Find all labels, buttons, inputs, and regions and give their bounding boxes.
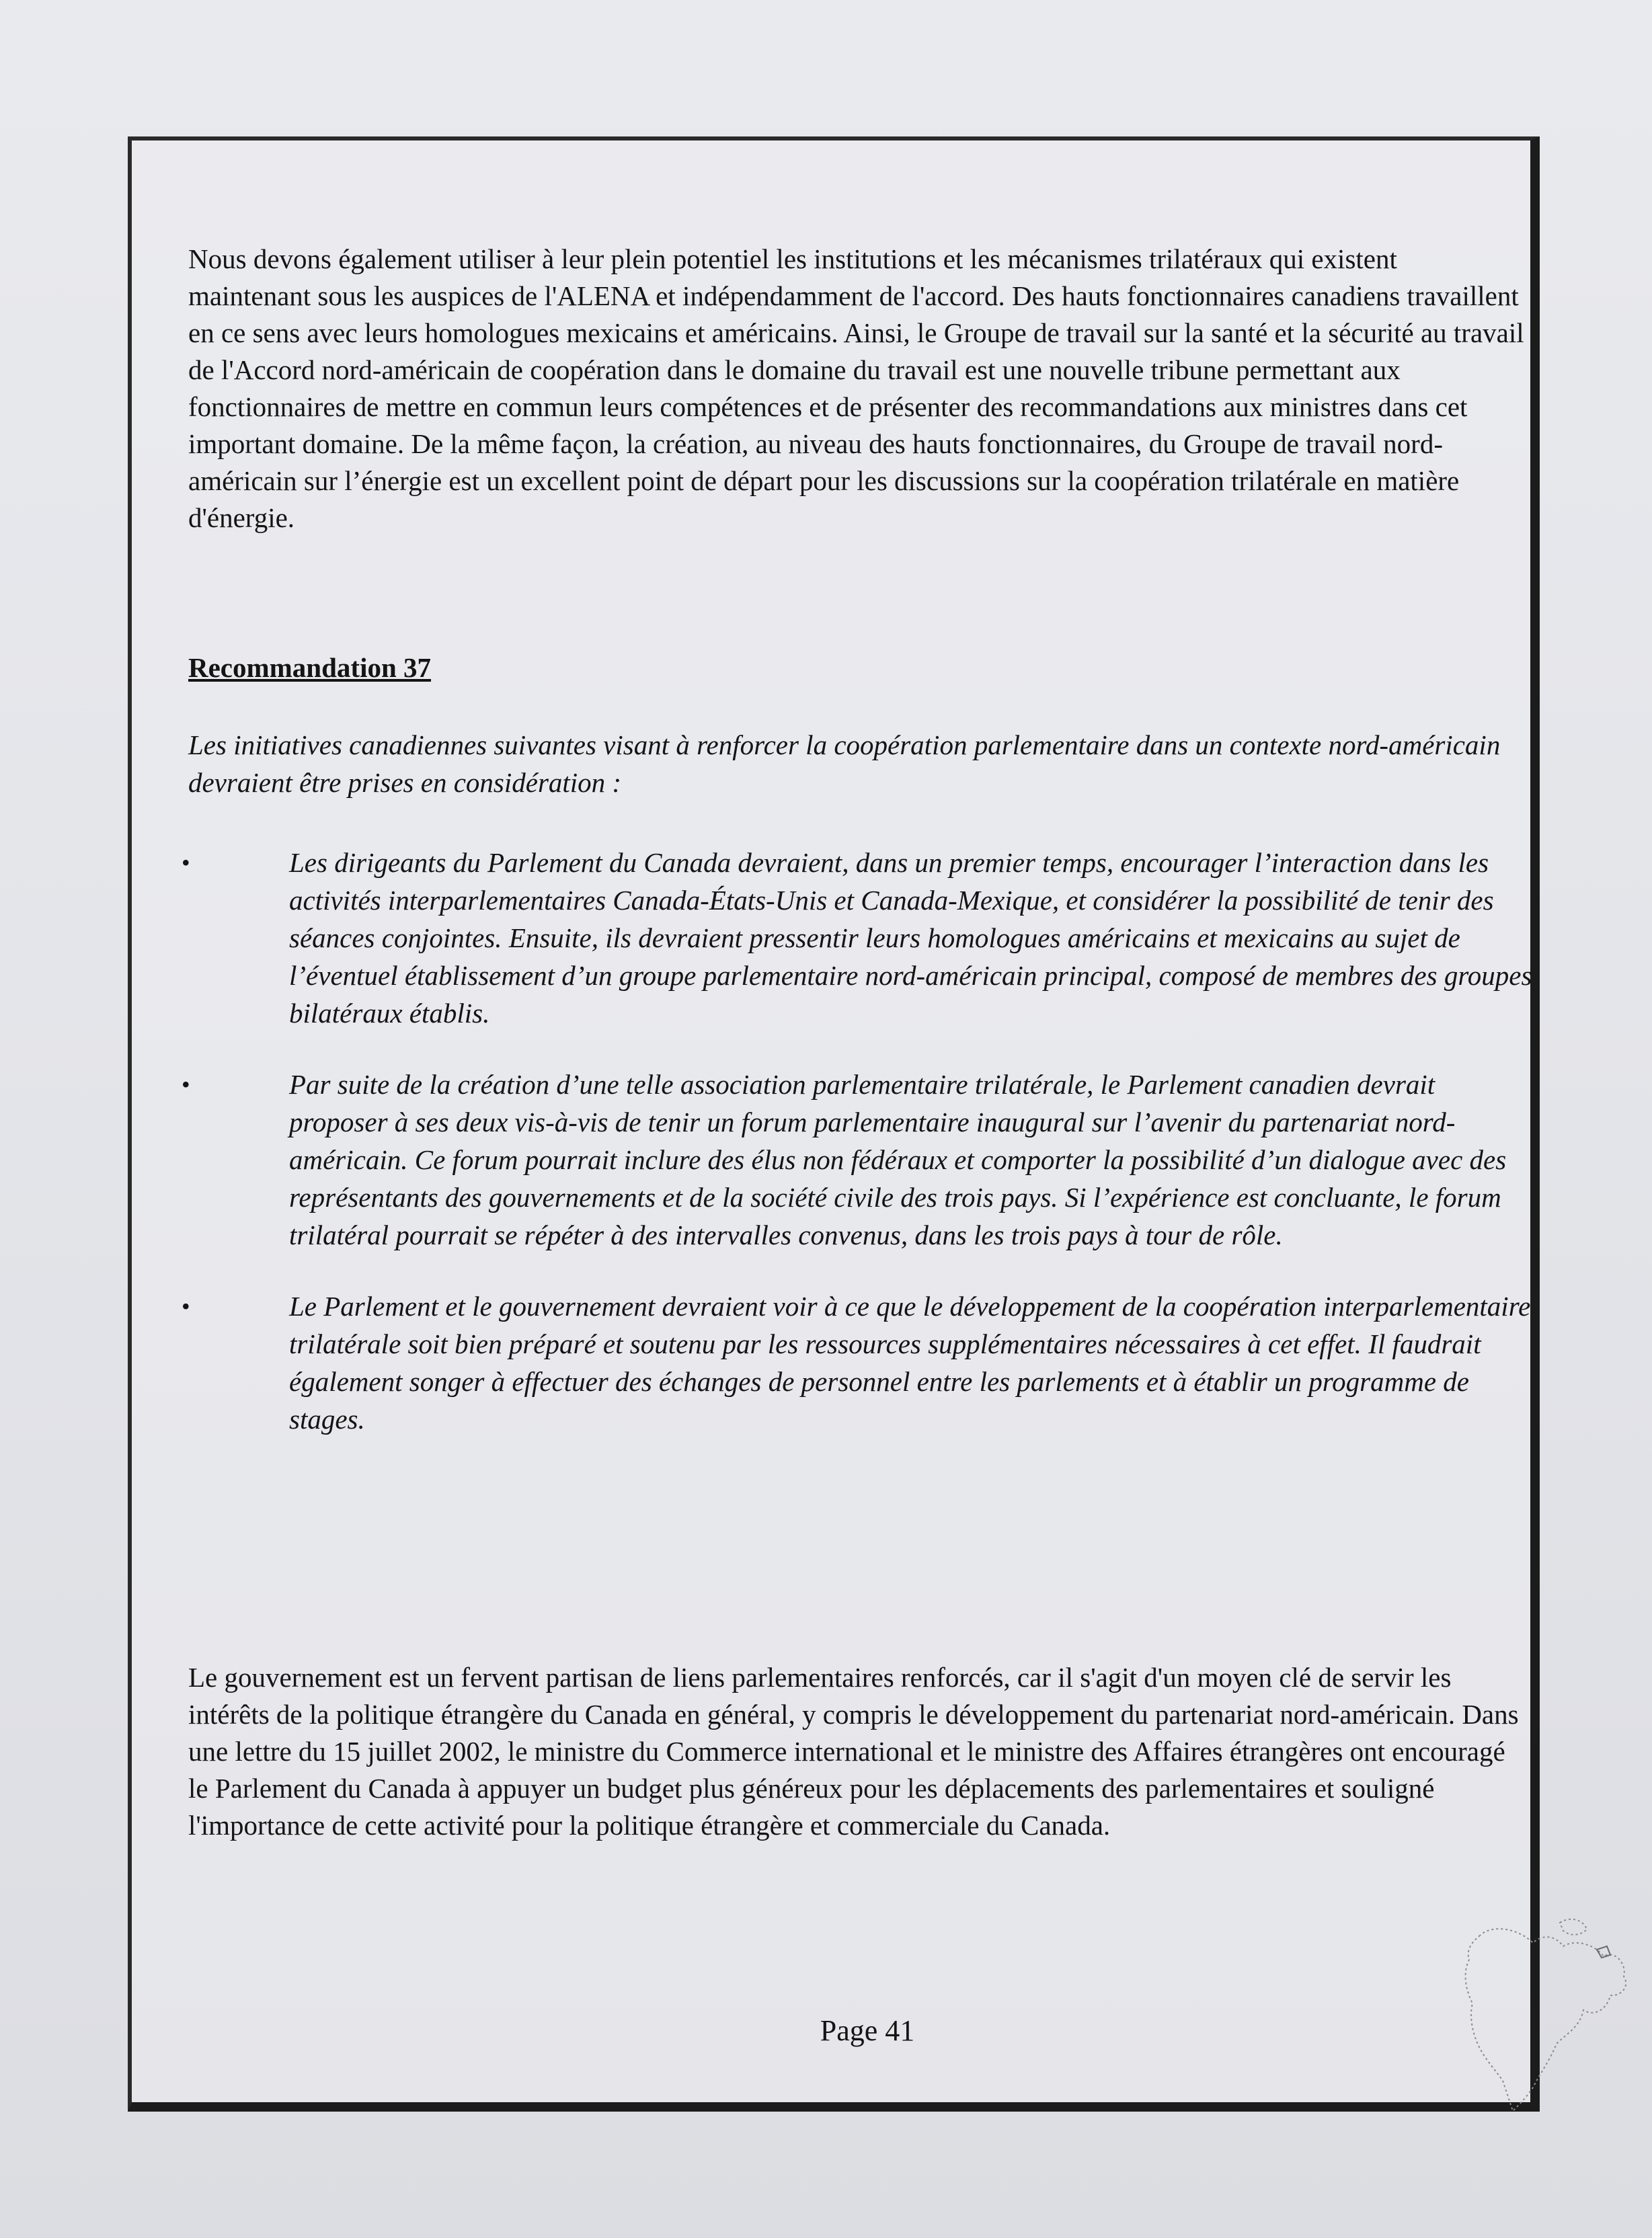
bullet-icon: • bbox=[182, 849, 190, 876]
bullet-icon: • bbox=[182, 1071, 190, 1098]
north-america-map-icon bbox=[1439, 1909, 1641, 2124]
recommendation-list bbox=[182, 844, 1533, 1472]
recommendation-item-text: Par suite de la création d’une telle association parlementaire trilatérale, le Parlement canadien devrait proposer à ses deux vis-à-vis de tenir un forum parlementaire inaugural sur l’avenir du partenariat nord-américain. Ce forum pourrait inclure des élus non fédéraux et comporter la possibilité d’un dialogue avec des représentants des gouvernements et de la société civile des trois pays. Si l’expérience est concluante, le forum trilatéral pourrait se répéter à des intervalles convenus, dans les trois pays à tour de rôle. bbox=[289, 1069, 1507, 1250]
recommendation-heading: Recommandation 37 bbox=[188, 652, 432, 683]
recommendation-item-text: Le Parlement et le gouvernement devraient voir à ce que le développement de la coopération interparlementaire trilatérale soit bien préparé et soutenu par les ressources supplémentaires nécessaires à cet effet. Il faudrait également songer à effectuer des échanges de personnel entre les parlements et à établir un programme de stages. bbox=[289, 1291, 1531, 1435]
recommendation-item bbox=[182, 844, 1533, 1032]
bullet-icon: • bbox=[182, 1293, 190, 1320]
recommendation-item bbox=[182, 1066, 1533, 1254]
recommendation-item bbox=[182, 1287, 1533, 1438]
recommendation-item-text: Les dirigeants du Parlement du Canada devraient, dans un premier temps, encourager l’interaction dans les activités interparlementaires Canada-États-Unis et Canada-Mexique, et considérer la possibilité de tenir des séances conjointes. Ensuite, ils devraient pressentir leurs homologues américains et mexicains au sujet de l’éventuel établissement d’un groupe parlementaire nord-américain principal, composé de membres des groupes bilatéraux établis. bbox=[289, 847, 1532, 1029]
recommendation-intro: Les initiatives canadiennes suivantes visant à renforcer la coopération parlementaire dans un contexte nord-américain devraient être prises en considération : bbox=[188, 729, 1501, 798]
body-paragraph-1: Nous devons également utiliser à leur plein potentiel les institutions et les mécanismes trilatéraux qui existent maintenant sous les auspices de l'ALENA et indépendamment de l'accord. Des hauts fonctionnaires canadiens travaillent en ce sens avec leurs homologues mexicains et américains. Ainsi, le Groupe de travail sur la santé et la sécurité au travail de l'Accord nord-américain de coopération dans le domaine du travail est une nouvelle tribune permettant aux fonctionnaires de mettre en commun leurs compétences et de présenter des recommandations aux ministres dans cet important domaine. De la même façon, la création, au niveau des hauts fonctionnaires, du Groupe de travail nord-américain sur l’énergie est un excellent point de départ pour les discussions sur la coopération trilatérale en matière d'énergie. bbox=[188, 243, 1524, 533]
body-paragraph-2: Le gouvernement est un fervent partisan de liens parlementaires renforcés, car il s'agit d'un moyen clé de servir les intérêts de la politique étrangère du Canada en général, y compris le développement du partenariat nord-américain. Dans une lettre du 15 juillet 2002, le ministre du Commerce international et le ministre des Affaires étrangères ont encouragé le Parlement du Canada à appuyer un budget plus généreux pour les déplacements des parlementaires et souligné l'importance de cette activité pour la politique étrangère et commerciale du Canada. bbox=[188, 1662, 1519, 1841]
page-number: Page 41 bbox=[820, 2014, 915, 2047]
